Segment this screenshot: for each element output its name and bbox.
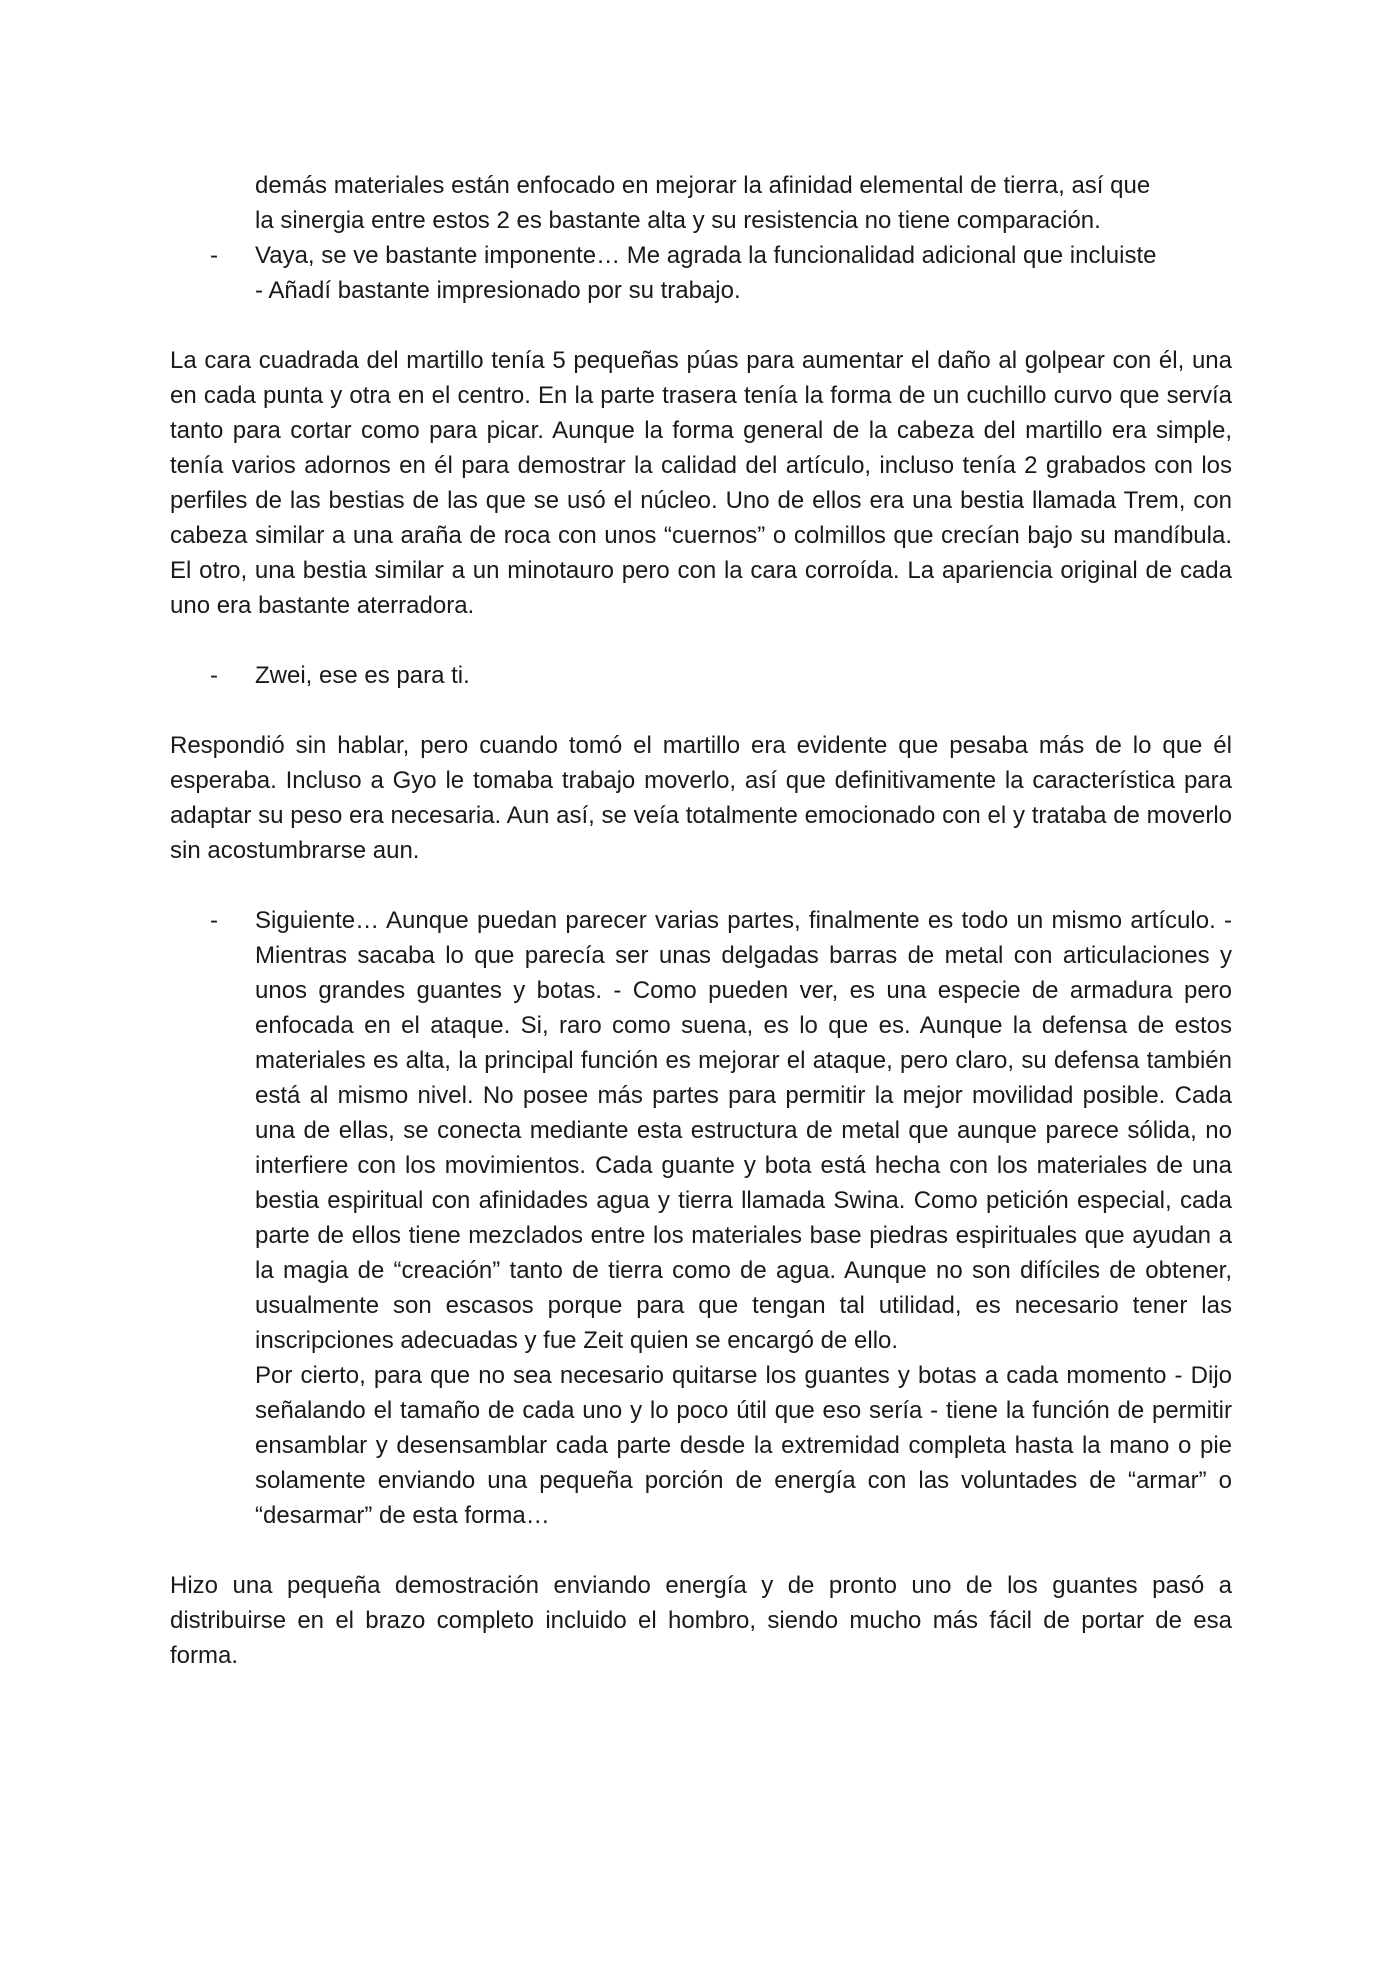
dialogue-text: Zwei, ese es para ti. xyxy=(255,662,470,689)
dialogue-text: Por cierto, para que no sea necesario quitarse los guantes y botas a cada momento - Dijo señalando el tamaño de cada uno y lo poco útil que eso sería - tiene la función de permitir ensamblar y desensamblar cada parte desde la extremidad completa hasta la mano o pie solamente enviando una pequeña porción de energía con las voluntades de “armar” o “desarmar” de esta forma… xyxy=(255,1362,1232,1529)
paragraph-gap xyxy=(170,308,1232,343)
continued-dialogue-block xyxy=(170,168,1232,238)
paragraph-gap xyxy=(170,868,1232,903)
text-line: Vaya, se ve bastante imponente… Me agrada la funcionalidad adicional que incluiste xyxy=(255,242,1157,269)
dialogue-text: Siguiente… Aunque puedan parecer varias partes, finalmente es todo un mismo artículo. - Mientras sacaba lo que parecía ser unas delgadas barras de metal con articulaciones y unos grandes guantes y botas. - Como pueden ver, es una especie de armadura pero enfocada en el ataque. Si, raro como suena, es lo que es. Aunque la defensa de estos materiales es alta, la principal función es mejorar el ataque, pero claro, su defensa también está al mismo nivel. No posee más partes para permitir la mejor movilidad posible. Cada una de ellas, se conecta mediante esta estructura de metal que aunque parece sólida, no interfiere con los movimientos. Cada guante y bota está hecha con los materiales de una bestia espiritual con afinidades agua y tierra llamada Swina. Como petición especial, cada parte de ellos tiene mezclados entre los materiales base piedras espirituales que ayudan a la magia de “creación” tanto de tierra como de agua. Aunque no son difíciles de obtener, usualmente son escasos porque para que tengan tal utilidad, es necesario tener las inscripciones adecuadas y fue Zeit quien se encargó de ello. xyxy=(255,907,1232,1354)
paragraph-gap xyxy=(170,1533,1232,1568)
document-body xyxy=(170,168,1232,1673)
paragraph: La cara cuadrada del martillo tenía 5 pequeñas púas para aumentar el daño al golpear con él, una en cada punta y otra en el centro. En la parte trasera tenía la forma de un cuchillo curvo que servía tanto para cortar como para picar. Aunque la forma general de la cabeza del martillo era simple, tenía varios adornos en él para demostrar la calidad del artículo, incluso tenía 2 grabados con los perfiles de las bestias de las que se usó el núcleo. Uno de ellos era una bestia llamada Trem, con cabeza similar a una araña de roca con unos “cuernos” o colmillos que crecían bajo su mandíbula. El otro, una bestia similar a un minotauro pero con la cara corroída. La apariencia original de cada uno era bastante aterradora. xyxy=(170,347,1232,619)
text-line: - Añadí bastante impresionado por su trabajo. xyxy=(255,277,741,304)
dialogue-item xyxy=(170,238,1232,308)
dialogue-continuation xyxy=(170,1358,1232,1533)
dash-bullet: - xyxy=(210,907,218,934)
dialogue-item xyxy=(170,903,1232,1358)
paragraph: Respondió sin hablar, pero cuando tomó el martillo era evidente que pesaba más de lo que él esperaba. Incluso a Gyo le tomaba trabajo moverlo, así que definitivamente la característica para adaptar su peso era necesaria. Aun así, se veía totalmente emocionado con el y trataba de moverlo sin acostumbrarse aun. xyxy=(170,732,1232,864)
paragraph-gap xyxy=(170,623,1232,658)
text-line: la sinergia entre estos 2 es bastante alta y su resistencia no tiene comparación. xyxy=(255,207,1101,234)
paragraph-gap xyxy=(170,693,1232,728)
dash-bullet: - xyxy=(210,662,218,689)
paragraph: Hizo una pequeña demostración enviando energía y de pronto uno de los guantes pasó a distribuirse en el brazo completo incluido el hombro, siendo mucho más fácil de portar de esa forma. xyxy=(170,1572,1232,1669)
text-line: demás materiales están enfocado en mejorar la afinidad elemental de tierra, así que xyxy=(255,172,1151,199)
dialogue-item xyxy=(170,658,1232,693)
dash-bullet: - xyxy=(210,242,218,269)
